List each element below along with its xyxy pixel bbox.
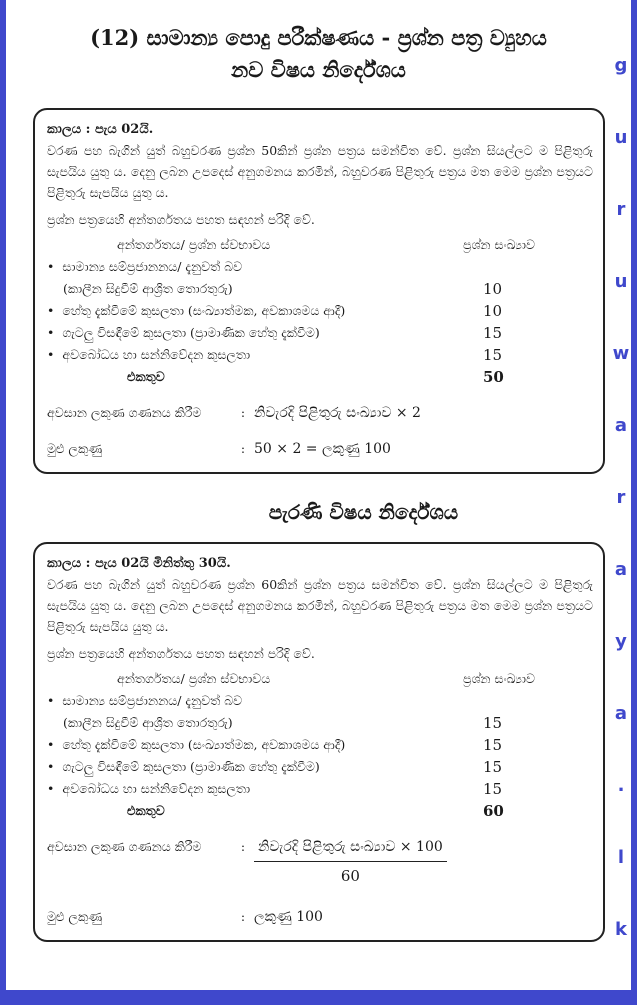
watermark-letter: r [616,487,626,508]
watermark-letter: a [614,559,628,580]
item-sublabel: (කාලීන සිදුවීම් ආශ්‍රිත තොරතුරු) [63,281,233,296]
item-sublabel: (කාලීන සිදුවීම් ආශ්‍රිත තොරතුරු) [63,715,233,730]
item-count: 15 [483,780,503,798]
total-value: 50 [483,368,504,386]
table-row [47,300,593,322]
watermark-letter: a [614,703,628,724]
final-formula-fraction [254,836,447,887]
watermark-letter: w [612,343,630,364]
final-calc-row [47,836,593,888]
content-line: ප්‍රශ්න පත්‍රයෙහි අන්තර්ගතය පහත සඳහන් පරිදි වේ. [47,212,315,227]
item-label: • හේතු දැක්වීමේ කුසලතා (සංඛ්‍යාත්මක, අවකාශමය ආදී) [47,734,473,756]
section-heading: පැරණි විෂය නිර්දේශය [268,500,459,524]
total-marks-row [47,906,593,928]
item-count: 15 [483,736,503,754]
watermark-letter: r [616,199,626,220]
item-label: • සාමාන්‍ය සම්ප්‍රජානනය/ දැනුවත් බව [47,256,473,278]
item-count: 10 [483,280,503,298]
content-line: ප්‍රශ්න පත්‍රයෙහි අන්තර්ගතය පහත සඳහන් පරිදි වේ. [47,646,315,661]
colon: : [240,909,246,924]
final-formula: නිවැරදි පිළිතුරු සංඛ්‍යාව × 2 [254,405,421,421]
total-value: 60 [483,802,504,820]
table-row [47,756,593,778]
watermark-letter: l [617,847,625,868]
intro-text: වරණ පහ බැගින් යුත් බහුවරණ ප්‍රශ්න 50කින් ප්‍රශ්න පත්‍රය සමන්විත වේ. ප්‍රශ්න සියල්ලට ම පිළිතුරු සැපයිය යුතු ය. දෙනු ලබන උපදෙස් අනුගමනය කරමින්, බහුවරණ පිළිතුරු පත්‍රය මත මෙම ප්‍රශ්න පත්‍රයට පිළිතුරු සැපයිය යුතු ය. [47,143,593,200]
item-label: • අවබෝධය හා සන්නිවේදන කුසලතා [47,344,473,366]
watermark [611,30,631,966]
item-label: • හේතු දැක්වීමේ කුසලතා (සංඛ්‍යාත්මක, අවකාශමය ආදී) [47,300,473,322]
item-count: 10 [483,302,503,320]
item-count: 15 [483,714,503,732]
table-row [47,278,593,300]
watermark-letter: u [614,127,628,148]
page-subtitle: නව විෂය නිර්දේශය [231,57,406,82]
watermark-letter: u [614,271,628,292]
item-label: • ගැටලු විසඳීමේ කුසලතා (ප්‍රාමාණික හේතු දැක්වීම) [47,756,473,778]
colon: : [240,441,246,456]
column-header-content: අන්තර්ගතය/ ප්‍රශ්න ස්වභාවය [117,671,271,686]
final-label: අවසාන ලකුණ ගණනය කිරීම [47,405,202,420]
watermark-letter: k [615,919,627,940]
marks-label: මුළු ලකුණු [47,909,103,924]
final-label: අවසාන ලකුණ ගණනය කිරීම [47,839,202,854]
total-row [47,366,593,388]
watermark-letter: g [614,55,628,76]
marks-value: 50 × 2 = ලකුණු 100 [254,441,391,457]
item-label: • අවබෝධය හා සන්නිවේදන කුසලතා [47,778,473,800]
watermark-letter: y [615,631,627,652]
table-row [47,690,593,712]
document-page [6,0,631,990]
intro-text: වරණ පහ බැගින් යුත් බහුවරණ ප්‍රශ්න 60කින් ප්‍රශ්න පත්‍රය සමන්විත වේ. ප්‍රශ්න සියල්ලට ම පිළිතුරු සැපයිය යුතු ය. දෙනු ලබන උපදෙස් අනුගමනය කරමින්, බහුවරණ පිළිතුරු පත්‍රය මත මෙම ප්‍රශ්න පත්‍රයට පිළිතුරු සැපයිය යුතු ය. [47,577,593,634]
item-count: 15 [483,346,503,364]
total-marks-row [47,438,593,460]
colon: : [240,839,246,854]
fraction-denominator: 60 [340,867,360,885]
new-syllabus-box [33,108,605,474]
item-count: 15 [483,324,503,342]
item-label: • ගැටලු විසඳීමේ කුසලතා (ප්‍රාමාණික හේතු දැක්වීම) [47,322,473,344]
watermark-letter: a [614,415,628,436]
total-label: එකතුව [127,369,165,384]
time-label: කාලය : පැය 02යි මිනිත්තු 30යි. [47,556,231,571]
watermark-letter: . [617,775,625,796]
table-row [47,712,593,734]
table-row [47,256,593,278]
fraction-numerator: නිවැරදි පිළිතුරු සංඛ්‍යාව × 100 [254,836,447,862]
item-label: • සාමාන්‍ය සම්ප්‍රජානනය/ දැනුවත් බව [47,690,473,712]
column-header-count: ප්‍රශ්න සංඛ්‍යාව [463,237,535,252]
time-label: කාලය : පැය 02යි. [47,122,154,137]
table-row [47,778,593,800]
column-header-content: අන්තර්ගතය/ ප්‍රශ්න ස්වභාවය [117,237,271,252]
colon: : [240,405,246,420]
column-header-count: ප්‍රශ්න සංඛ්‍යාව [463,671,535,686]
page-title: (12) සාමාන්‍ය පොදු පරීක්ෂණය - ප්‍රශ්න පත්‍ර ව්‍යුහය [90,25,547,50]
item-count: 15 [483,758,503,776]
table-row [47,322,593,344]
marks-label: මුළු ලකුණු [47,441,103,456]
table-row [47,734,593,756]
final-calc-row [47,402,593,424]
old-syllabus-box [33,542,605,942]
marks-value: ලකුණු 100 [254,909,323,925]
table-row [47,344,593,366]
total-row [47,800,593,822]
total-label: එකතුව [127,803,165,818]
